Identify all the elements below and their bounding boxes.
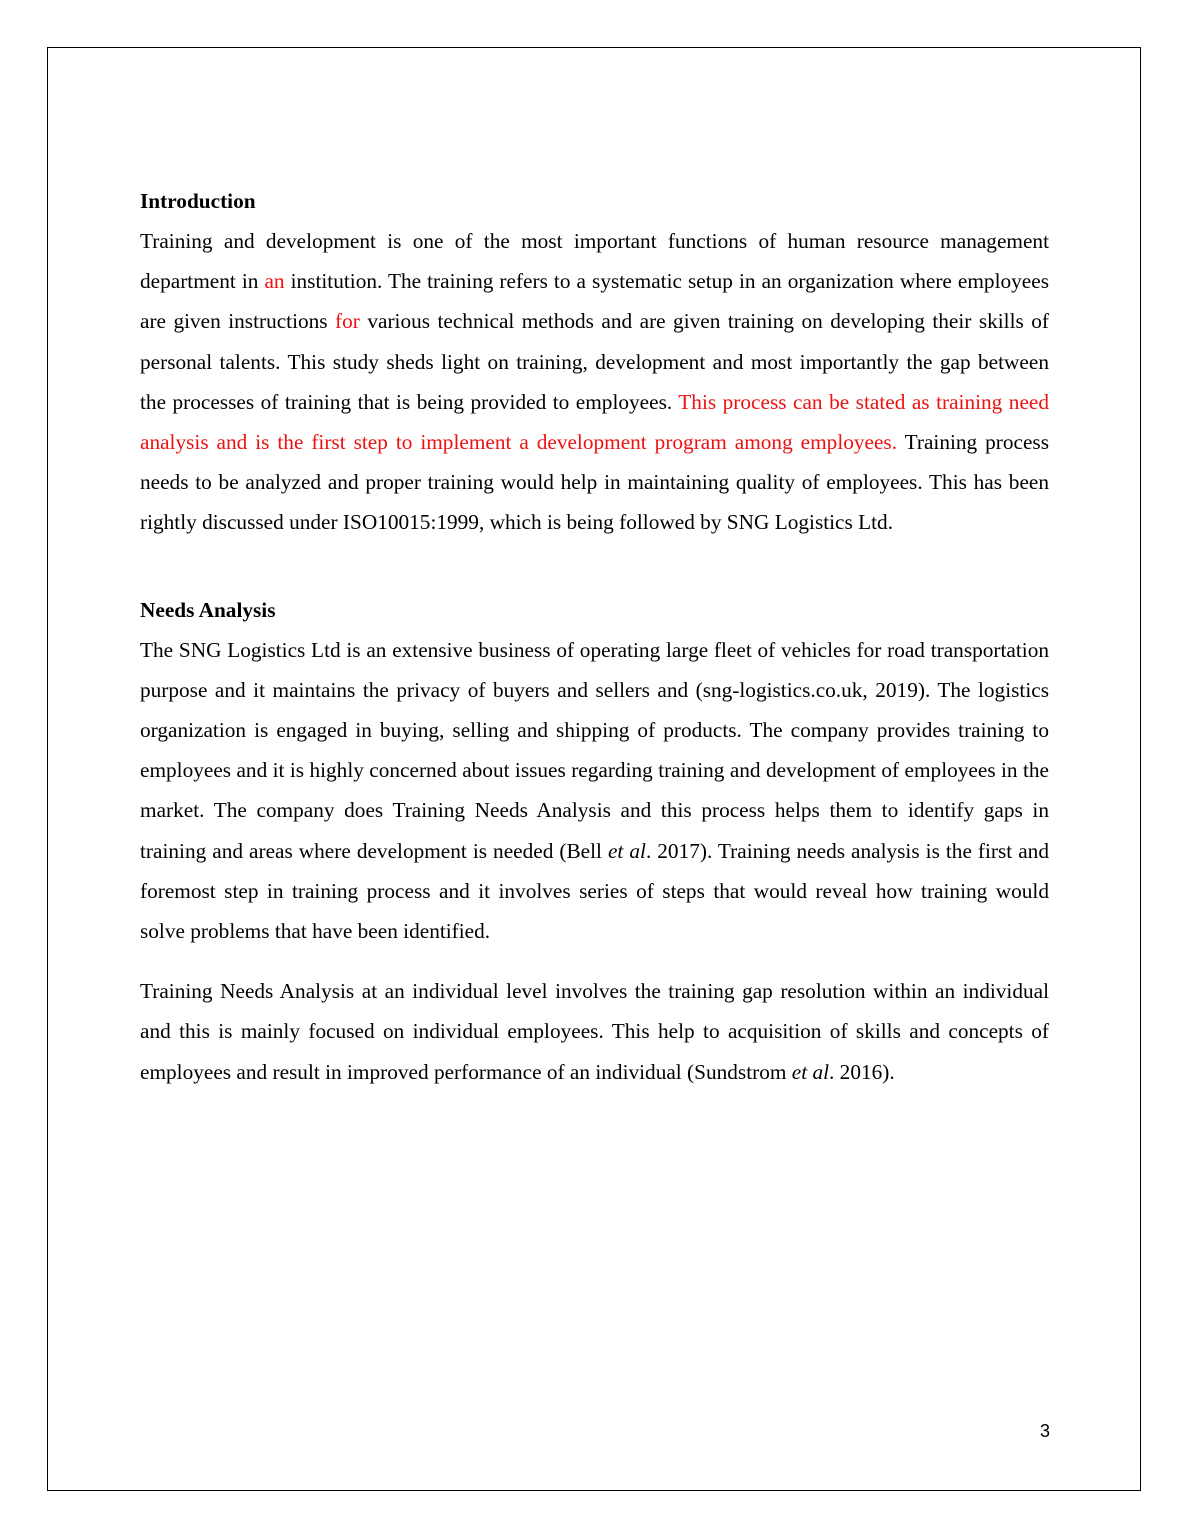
needs-analysis-paragraph-2 [140,971,1049,1092]
highlighted-text-run: for [335,309,360,334]
text-run: Training Needs Analysis at an individual level involves the training gap resolution within an individual and this is mainly focused on individual employees. This help to acquisition of skills and concepts of employees and result in improved performance of an individual (Sundstrom [140,979,1049,1084]
introduction-paragraph [140,221,1049,543]
text-run: The SNG Logistics Ltd is an extensive business of operating large fleet of vehicles for road transportation purpose and it maintains the privacy of buyers and sellers and (sng-logistics.co.uk, 2019). The logistics organization is engaged in buying, selling and shipping of products. The company provides training to employees and it is highly concerned about issues regarding training and development of employees in the market. The company does Training Needs Analysis and this process helps them to identify gaps in training and areas where development is needed (Bell [140,637,1049,863]
text-run: institution. The training refers to a systematic setup in an organization where employees are given instructions [140,269,1049,334]
needs-analysis-paragraph-1 [140,630,1049,952]
text-run: Training and development is one of the most important functions of human resource management department in [140,229,1049,294]
paragraph-spacer [140,951,1049,971]
highlighted-text-run: an [264,269,285,294]
italic-text-run: et al [607,838,646,863]
page-number: 3 [1039,1421,1050,1441]
text-run: . 2017). Training needs analysis is the first and foremost step in training process and it involves series of steps that would reveal how training would solve problems that have been identified. [140,838,1049,944]
text-run: various technical methods and are given training on developing their skills of personal talents. This study sheds light on training, development and most importantly the gap between the processes of training that is being provided to employees. [140,309,1049,414]
text-run: . 2016). [829,1059,895,1084]
section-heading-needs-analysis: Needs Analysis [140,597,276,622]
italic-text-run: et al [791,1059,830,1084]
text-run: Training process needs to be analyzed and proper training would help in maintaining quality of employees. This has been rightly discussed under ISO10015:1999, which is being followed by SNG Logistics Ltd. [140,430,1050,535]
section-spacer [140,543,1049,590]
document-body [140,181,1049,1092]
highlighted-text-run: This process can be stated as training need analysis and is the first step to implement a development program among employees. [140,389,1050,455]
section-heading-introduction: Introduction [140,189,256,213]
